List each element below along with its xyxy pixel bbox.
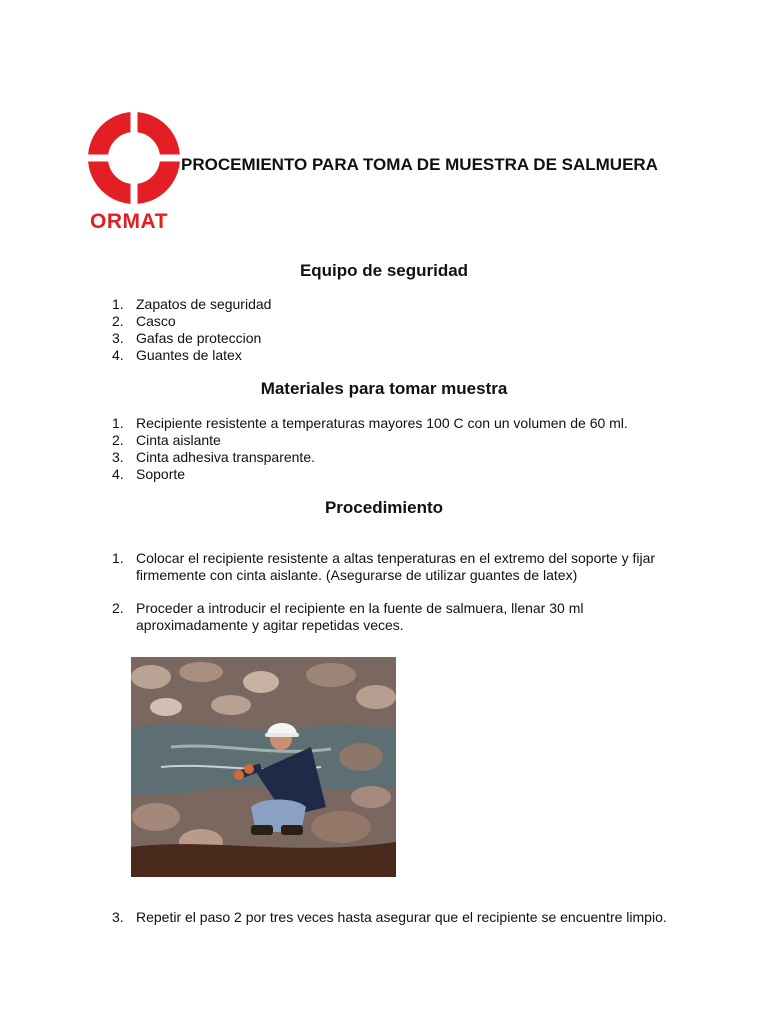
list-item: 4. Soporte bbox=[112, 466, 186, 482]
procedure-step-2: 2. Proceder a introducir el recipiente en la fuente de salmuera, llenar 30 ml aproximadamente y agitar repetidas veces. bbox=[112, 600, 584, 633]
list-item: 1. Zapatos de seguridad bbox=[112, 296, 272, 312]
ormat-logo bbox=[88, 112, 184, 236]
list-item: 2. Casco bbox=[112, 313, 176, 329]
worker-at-brine-pool-image bbox=[131, 657, 396, 877]
list-item: 3. Cinta adhesiva transparente. bbox=[112, 449, 315, 465]
materials-list bbox=[112, 415, 628, 483]
ormat-ring-icon bbox=[88, 112, 184, 208]
materials-heading: Materiales para tomar muestra bbox=[260, 379, 508, 398]
document-title: PROCEMIENTO PARA TOMA DE MUESTRA DE SALMUERA bbox=[181, 155, 658, 174]
sampling-photo bbox=[131, 657, 396, 877]
list-item: 3. Gafas de proteccion bbox=[112, 330, 262, 346]
procedure-step-1: 1. Colocar el recipiente resistente a altas tenperaturas en el extremo del soporte y fijar firmemente con cinta aislante. (Asegurarse de utilizar guantes de latex) bbox=[112, 550, 656, 583]
list-item: 2. Cinta aislante bbox=[112, 432, 221, 448]
list-item: 4. Guantes de latex bbox=[112, 347, 242, 363]
procedure-heading: Procedimiento bbox=[324, 498, 444, 517]
list-item: 1. Recipiente resistente a temperaturas mayores 100 C con un volumen de 60 ml. bbox=[112, 415, 628, 431]
logo-wordmark: ORMAT bbox=[90, 210, 168, 233]
procedure-step-3: 3. Repetir el paso 2 por tres veces hasta asegurar que el recipiente se encuentre limpio. bbox=[112, 909, 667, 925]
safety-heading: Equipo de seguridad bbox=[299, 261, 469, 280]
safety-list bbox=[112, 296, 271, 364]
